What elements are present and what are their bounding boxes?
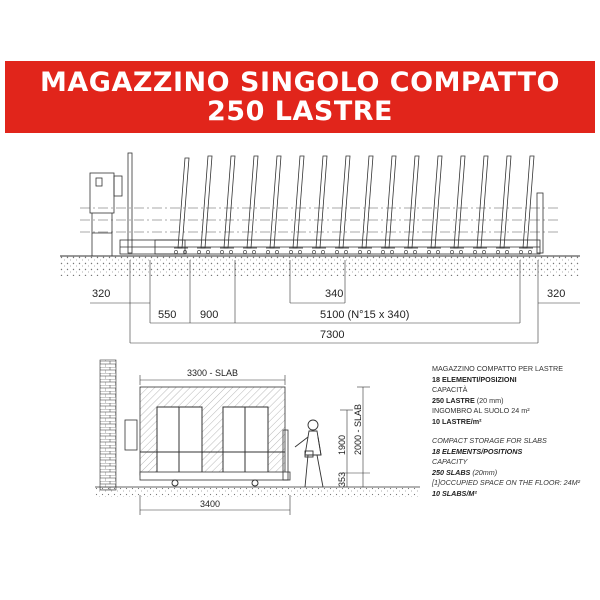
spec-it-capacity-label: CAPACITÀ — [432, 385, 468, 394]
rack-frame — [220, 156, 235, 254]
rack-frame — [289, 156, 304, 254]
rack-elevation-drawing — [60, 148, 580, 348]
spec-en-capacity-label: CAPACITY — [432, 457, 468, 466]
dim-height-total: 2000 - SLAB — [353, 403, 363, 455]
title-line-1: MAGAZZINO SINGOLO COMPATTO — [40, 67, 560, 98]
rack-frame — [519, 156, 534, 254]
spec-it-capacity-note: (20 mm) — [476, 395, 504, 405]
dim-right-margin: 320 — [547, 288, 566, 300]
rack-frames — [174, 156, 534, 254]
spec-it-capacity — [432, 396, 592, 407]
spec-en-elements: 18 ELEMENTS/POSITIONS — [432, 446, 523, 456]
rack-frame — [473, 156, 488, 254]
rack-frame — [358, 156, 373, 254]
dim-total-elements: 5100 (N°15 x 340) — [320, 309, 410, 321]
left-post — [128, 153, 132, 253]
rack-frame — [450, 156, 465, 254]
rack-frame — [404, 156, 419, 254]
spec-it-capacity-value: 250 LASTRE — [432, 395, 475, 405]
rack-frame — [174, 158, 189, 254]
dim-first-gap: 550 — [158, 309, 177, 321]
dim-total-length: 7300 — [320, 329, 345, 341]
spec-panel — [432, 364, 592, 524]
side-ground — [95, 487, 420, 497]
dim-element-pitch: 340 — [325, 288, 344, 300]
spec-it-heading: MAGAZZINO COMPATTO PER LASTRE — [432, 364, 563, 373]
rack-frame — [427, 156, 442, 254]
spec-it-density: 10 LASTRE/m² — [432, 416, 482, 426]
spec-it-elements: 18 ELEMENTI/POSIZIONI — [432, 374, 517, 384]
spec-en-capacity — [432, 468, 592, 479]
electrical-box — [125, 420, 137, 450]
spec-en-floor-space: [1]OCCUPIED SPACE ON THE FLOOR: 24M² — [432, 478, 581, 487]
title-banner — [5, 61, 595, 133]
spec-en-capacity-note: (20mm) — [472, 467, 498, 477]
title-line-2: 250 LASTRE — [207, 96, 393, 127]
rack-base — [140, 472, 290, 480]
rack-frame — [243, 156, 258, 254]
rack-frame — [312, 156, 327, 254]
rack-frame — [266, 156, 281, 254]
side-section-drawing — [95, 355, 420, 525]
spec-en-heading: COMPACT STORAGE FOR SLABS — [432, 436, 547, 445]
brick-wall — [100, 360, 116, 490]
dim-left-margin: 320 — [92, 288, 111, 300]
spec-it-floor-space: INGOMBRO AL SUOLO 24 m² — [432, 406, 530, 415]
dim-base-length: 3400 — [200, 499, 221, 509]
rack-frame — [381, 156, 396, 254]
dim-second-gap: 900 — [200, 309, 219, 321]
dim-height-inner: 1900 — [337, 434, 347, 455]
spec-en-capacity-value: 250 SLABS — [432, 467, 471, 477]
operator-figure — [295, 420, 323, 487]
dim-slab-length: 3300 - SLAB — [187, 368, 239, 378]
rack-frame — [335, 156, 350, 254]
rack-frame — [197, 156, 212, 254]
spec-en-density: 10 SLABS/M² — [432, 488, 477, 498]
control-cabinet — [90, 173, 122, 256]
rack-frame — [496, 156, 511, 254]
ground-strip — [60, 256, 580, 276]
dim-height-base: 353 — [337, 471, 347, 487]
